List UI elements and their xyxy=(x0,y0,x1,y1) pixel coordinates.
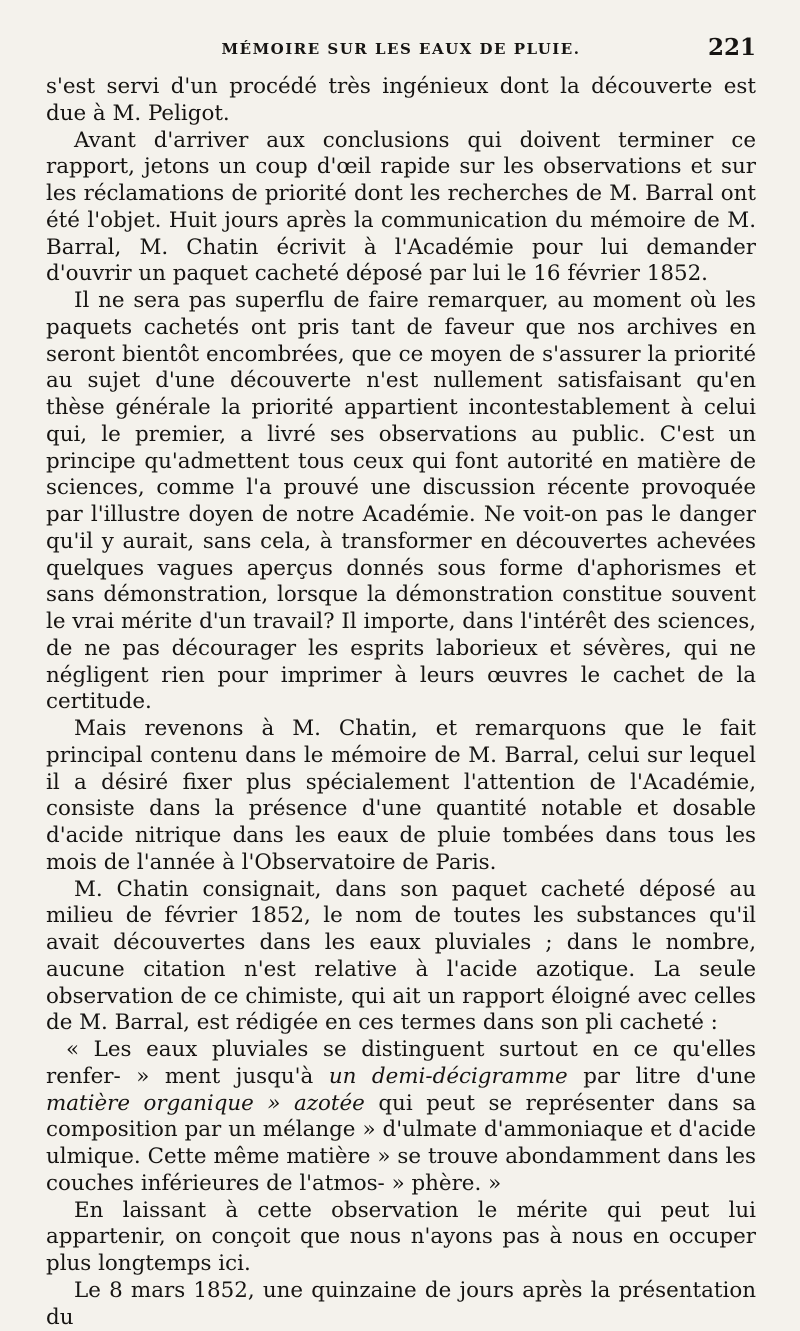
quotation-italic: un demi-décigramme xyxy=(328,1063,568,1089)
paragraph-sealed-packets: Il ne sera pas superflu de faire remarquer, au moment où les paquets cachetés ont pris tant de faveur que nos archives en seront bientôt encombrées, que ce moyen de s'assurer la priorité au sujet d'une découverte n'est nullement satisfaisant qu'en thèse générale la priorité appartient incontestablement à celui qui, le premier, a livré ses observations au public. C'est un principe qu'admettent tous ceux qui font autorité en matière de sciences, comme l'a prouvé une discussion récente provoquée par l'illustre doyen de notre Académie. Ne voit-on pas le danger qu'il y aurait, sans cela, à transformer en découvertes achevées quelques vagues aperçus donnés sous forme d'aphorismes et sans démonstration, lorsque la démonstration constitue souvent le vrai mérite d'un travail? Il importe, dans l'intérêt des sciences, de ne pas décourager les esprits laborieux et sévères, qui ne négligent rien pour imprimer à leurs œuvres le cachet de la certitude. xyxy=(46,288,756,715)
quotation-italic: matière organique » azotée xyxy=(46,1090,365,1116)
quotation-part: par litre d'une xyxy=(567,1063,756,1089)
quotation-part: qui peut se représenter dans sa composition par un mélange » d'ulmate d'ammoniaque et d'acide ulmique. Cette même matière » se trouve abondamment dans les couches inférieures de l'atmos- » phère. » xyxy=(46,1090,756,1196)
running-head xyxy=(46,34,756,74)
paragraph-priority-claims: Avant d'arriver aux conclusions qui doivent terminer ce rapport, jetons un coup d'œil rapide sur les observations et sur les réclamations de priorité dont les recherches de M. Barral ont été l'objet. Huit jours après la communication du mémoire de M. Barral, M. Chatin écrivit à l'Académie pour lui demander d'ouvrir un paquet cacheté déposé par lui le 16 février 1852. xyxy=(46,127,756,287)
running-title: MÉMOIRE SUR LES EAUX DE PLUIE. xyxy=(221,40,581,58)
page-number: 221 xyxy=(707,34,756,61)
body-text xyxy=(46,74,756,1331)
quotation-part: « Les eaux pluviales se distinguent surtout en ce qu'elles renfer- » ment jusqu'à xyxy=(46,1037,756,1089)
paragraph-observation-merit: En laissant à cette observation le mérite qui peut lui appartenir, on conçoit que nous n'ayons pas à nous en occuper plus longtemps ici. xyxy=(46,1197,756,1276)
paragraph-chatin-packet: M. Chatin consignait, dans son paquet cacheté déposé au milieu de février 1852, le nom de toutes les substances qu'il avait découvertes dans les eaux pluviales ; dans le nombre, aucune citation n'est relative à l'acide azotique. La seule observation de ce chimiste, qui ait un rapport éloigné avec celles de M. Barral, est rédigée en ces termes dans son pli cacheté : xyxy=(46,876,756,1036)
paragraph-continuation: s'est servi d'un procédé très ingénieux dont la découverte est due à M. Peligot. xyxy=(46,74,756,126)
paragraph-principal-fact: Mais revenons à M. Chatin, et remarquons que le fait principal contenu dans le mémoire de M. Barral, celui sur lequel il a désiré fixer plus spécialement l'attention de l'Académie, consiste dans la présence d'une quantité notable et dosable d'acide nitrique dans les eaux de pluie tombées dans tous les mois de l'année à l'Observatoire de Paris. xyxy=(46,716,756,875)
quotation xyxy=(46,1037,756,1198)
paragraph-march-8: Le 8 mars 1852, une quinzaine de jours après la présentation du xyxy=(46,1277,756,1330)
